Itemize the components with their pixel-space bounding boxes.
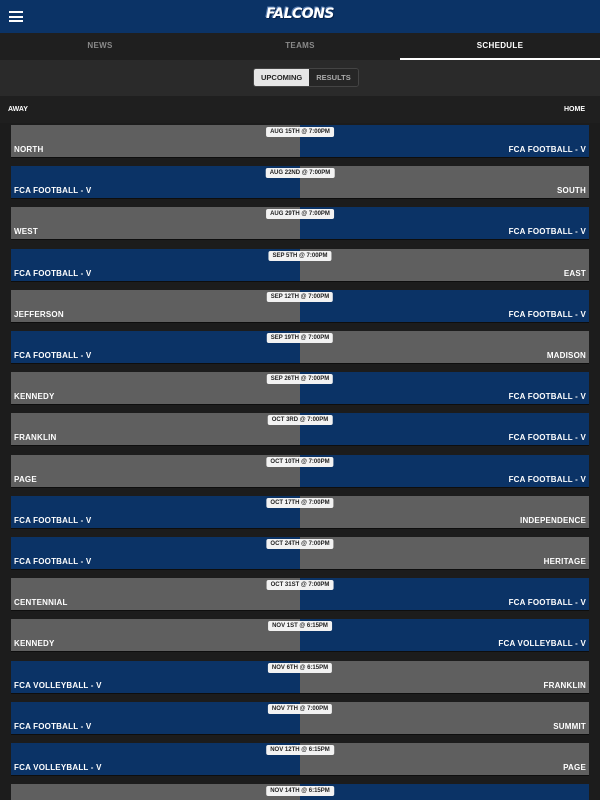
game-row[interactable]	[11, 372, 589, 405]
home-team-panel	[300, 619, 589, 651]
game-date-badge: OCT 17TH @ 7:00PM	[266, 498, 333, 508]
away-team-name: JEFFERSON	[14, 309, 64, 319]
home-team-name: SUMMIT	[553, 721, 586, 731]
game-date-badge: SEP 26TH @ 7:00PM	[267, 374, 333, 384]
home-team-panel	[300, 784, 589, 800]
home-team-name: SOUTH	[557, 186, 586, 196]
away-team-panel	[11, 702, 300, 734]
away-team-panel	[11, 578, 300, 610]
home-team-panel	[300, 207, 589, 239]
game-row[interactable]	[11, 290, 589, 323]
away-team-name: FCA FOOTBALL - V	[14, 557, 92, 566]
home-team-panel	[300, 413, 589, 445]
team-logo: FALCONS	[266, 6, 334, 22]
game-row[interactable]	[11, 702, 589, 735]
results-button[interactable]: RESULTS	[309, 69, 357, 86]
home-team-name: FCA FOOTBALL - V	[508, 145, 586, 154]
away-team-panel	[11, 125, 300, 157]
away-team-panel	[11, 331, 300, 363]
game-date-badge: OCT 24TH @ 7:00PM	[266, 539, 333, 549]
away-team-name: PAGE	[14, 474, 37, 484]
tab-schedule[interactable]: SCHEDULE	[400, 33, 600, 60]
home-team-name: FCA VOLLEYBALL - V	[498, 639, 586, 649]
away-team-panel	[11, 166, 300, 198]
game-row[interactable]	[11, 125, 589, 158]
main-tabs	[0, 33, 600, 60]
home-team-panel	[300, 496, 589, 528]
game-date-badge: NOV 1ST @ 6:15PM	[268, 621, 332, 631]
home-team-name: FCA FOOTBALL - V	[508, 474, 586, 484]
away-team-panel	[11, 784, 300, 800]
home-team-panel	[300, 661, 589, 693]
game-row[interactable]	[11, 661, 589, 694]
game-date-badge: SEP 5TH @ 7:00PM	[268, 251, 331, 261]
game-date-badge: SEP 19TH @ 7:00PM	[267, 333, 333, 343]
away-team-name: FRANKLIN	[14, 433, 57, 443]
game-date-badge: NOV 6TH @ 6:15PM	[268, 663, 332, 673]
home-team-panel	[300, 702, 589, 734]
away-team-name: CENTENNIAL	[14, 598, 68, 608]
away-team-panel	[11, 372, 300, 404]
game-date-badge: NOV 7TH @ 7:00PM	[268, 704, 332, 714]
away-team-name: FCA VOLLEYBALL - V	[14, 680, 102, 690]
home-team-panel	[300, 290, 589, 322]
game-row[interactable]	[11, 496, 589, 529]
game-row[interactable]	[11, 619, 589, 652]
away-team-name: FCA FOOTBALL - V	[14, 721, 92, 731]
away-team-name: KENNEDY	[14, 639, 55, 649]
home-team-name: FRANKLIN	[543, 680, 586, 690]
away-team-panel	[11, 661, 300, 693]
game-row[interactable]	[11, 455, 589, 488]
home-column-label: HOME	[564, 106, 585, 113]
home-team-panel	[300, 331, 589, 363]
tab-teams[interactable]: TEAMS	[285, 41, 315, 50]
home-team-panel	[300, 537, 589, 569]
home-team-panel	[300, 455, 589, 487]
game-date-badge: OCT 3RD @ 7:00PM	[268, 415, 333, 425]
home-team-panel	[300, 578, 589, 610]
segmented-control	[253, 68, 359, 87]
home-team-name: FCA FOOTBALL - V	[508, 392, 586, 402]
away-team-name: WEST	[14, 227, 38, 237]
game-date-badge: OCT 10TH @ 7:00PM	[266, 457, 333, 467]
away-column-label: AWAY	[8, 106, 28, 113]
away-team-panel	[11, 619, 300, 651]
game-row[interactable]	[11, 578, 589, 611]
away-team-panel	[11, 290, 300, 322]
away-team-name: KENNEDY	[14, 392, 55, 402]
home-team-panel	[300, 125, 589, 157]
game-row[interactable]	[11, 166, 589, 199]
away-team-panel	[11, 207, 300, 239]
game-date-badge: NOV 14TH @ 6:15PM	[266, 786, 334, 796]
away-team-panel	[11, 249, 300, 281]
game-row[interactable]	[11, 249, 589, 282]
away-team-name: FCA FOOTBALL - V	[14, 515, 92, 525]
game-row[interactable]	[11, 207, 589, 240]
away-team-name: FCA FOOTBALL - V	[14, 268, 92, 278]
away-team-panel	[11, 496, 300, 528]
game-date-badge: AUG 29TH @ 7:00PM	[266, 209, 334, 219]
column-header	[0, 96, 600, 123]
away-team-name: FCA FOOTBALL - V	[14, 186, 92, 196]
home-team-name: FCA FOOTBALL - V	[508, 227, 586, 237]
game-row[interactable]	[11, 784, 589, 800]
home-team-panel	[300, 372, 589, 404]
game-date-badge: NOV 12TH @ 6:15PM	[266, 745, 334, 755]
schedule-filter-bar	[0, 60, 600, 96]
home-team-panel	[300, 249, 589, 281]
game-row[interactable]	[11, 331, 589, 364]
home-team-name: EAST	[563, 268, 586, 278]
home-team-name: INDEPENDENCE	[520, 515, 586, 525]
app-header	[0, 0, 600, 33]
game-row[interactable]	[11, 413, 589, 446]
away-team-panel	[11, 537, 300, 569]
game-date-badge: OCT 31ST @ 7:00PM	[267, 580, 334, 590]
away-team-name: FCA VOLLEYBALL - V	[14, 763, 102, 772]
game-row[interactable]	[11, 537, 589, 570]
away-team-panel	[11, 743, 300, 775]
away-team-name: FCA FOOTBALL - V	[14, 351, 92, 360]
away-team-panel	[11, 455, 300, 487]
home-team-name: FCA FOOTBALL - V	[508, 309, 586, 319]
away-team-name: NORTH	[14, 145, 44, 154]
upcoming-button[interactable]: UPCOMING	[254, 69, 309, 86]
home-team-name: HERITAGE	[543, 557, 586, 566]
game-date-badge: SEP 12TH @ 7:00PM	[267, 292, 333, 302]
game-row[interactable]	[11, 743, 589, 776]
home-team-name: MADISON	[546, 351, 586, 360]
home-team-panel	[300, 743, 589, 775]
game-date-badge: AUG 22ND @ 7:00PM	[266, 168, 335, 178]
game-date-badge: AUG 15TH @ 7:00PM	[266, 127, 334, 137]
away-team-panel	[11, 413, 300, 445]
home-team-name: FCA FOOTBALL - V	[508, 433, 586, 443]
home-team-panel	[300, 166, 589, 198]
tab-news[interactable]: NEWS	[87, 41, 113, 50]
home-team-name: PAGE	[563, 763, 586, 772]
home-team-name: FCA FOOTBALL - V	[508, 598, 586, 608]
